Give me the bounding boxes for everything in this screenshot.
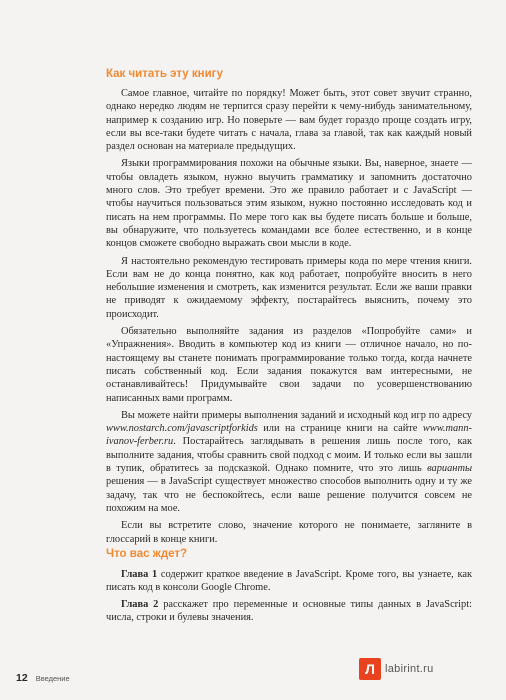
paragraph: Я настоятельно рекомендую тестировать примеры кода по мере чтения книги. Если вам не до конца понятно, как код работает, попробуйте вносить в него небольшие изменения и смотреть, как изменится результат. Если же ваши правки не приводят к ожидаемому эффекту, постарайтесь выяснить, почему это происходит. (106, 255, 472, 320)
page-footer (16, 668, 70, 686)
chapter-label: Глава 1 (121, 569, 158, 580)
section-heading-what-awaits: Что вас ждет? (106, 548, 188, 560)
paragraph: Самое главное, читайте по порядку! Может быть, этот совет звучит странно, однако нередко людям не терпится сразу перейти к чему-нибудь занимательному, например к созданию игр. Но поверьте — вам будет гораздо проще создать игру, если вы все-таки будете читать с начала, глава за главой, так как каждый новый раздел основан на материале предыдущих. (106, 88, 472, 153)
section-what-awaits-body (106, 568, 472, 627)
url-nostarch: www.nostarch.com/javascriptforkids (106, 423, 258, 435)
section-how-to-read-body (106, 87, 472, 550)
paragraph: Если вы встретите слово, значение которого не понимаете, загляните в глоссарий в конце книги. (106, 520, 472, 545)
section-heading-how-to-read: Как читать эту книгу (106, 68, 223, 80)
paragraph: Обязательно выполняйте задания из разделов «Попробуйте сами» и «Упражнения». Вводить в компьютер код из книги — отличное начало, но по-настоящему вы станете понимать программирование только тогда, когда начнете писать собственный код. Если задания покажутся вам интересными, не останавливайтесь! Придумывайте свои задачи по усовершенствованию написанных вами программ. (106, 326, 472, 404)
watermark-brand: labirint.ru (385, 663, 434, 675)
url-mif: www.mann-ivanov-ferber.ru (106, 423, 472, 448)
page-number: 12 (16, 672, 28, 684)
chapter-summary: Глава 1 содержит краткое введение в JavaScript. Кроме того, вы узнаете, как писать код в консоли Google Chrome. (106, 569, 473, 594)
labirint-logo-icon: Л (359, 658, 381, 680)
emphasis-variants: варианты (427, 463, 472, 475)
chapter-label: Глава 2 (121, 598, 159, 610)
running-section-name: Введение (35, 674, 70, 683)
paragraph: Языки программирования похожи на обычные языки. Вы, наверное, знаете — чтобы овладеть языком, нужно выучить грамматику и запомнить достаточно много слов. Это требует времени. Это же правило работает и с JavaScript — чтобы научиться пользоваться этим языком, нужно постоянно исследовать код и писать на нем программы. По мере того как вы будете писать больше и больше, вы обнаружите, что пользуетесь командами все более естественно, и в конце концов сможете свободно выражать свои мысли в коде. (106, 158, 472, 250)
paragraph-links: Вы можете найти примеры выполнения заданий и исходный код игр по адресу www.nostarch.com/javascriptforkids или на странице книги на сайте www.mann-ivanov-ferber.ru. Постарайтесь заглядывать в решения лишь после того, как выполните задания, чтобы сравнить свой подход с моим. И только если вы зашли в тупик, обратитесь за подсказкой. Однако помните, что это лишь варианты решения — в JavaScript существует множество способов выполнить одну и ту же задачу, так что не беспокойтесь, если ваше решение получится совсем не похожим на мое. (106, 409, 472, 514)
chapter-summary: Глава 2 расскажет про переменные и основные типы данных в JavaScript: числа, строки и булевы значения. (106, 598, 473, 623)
